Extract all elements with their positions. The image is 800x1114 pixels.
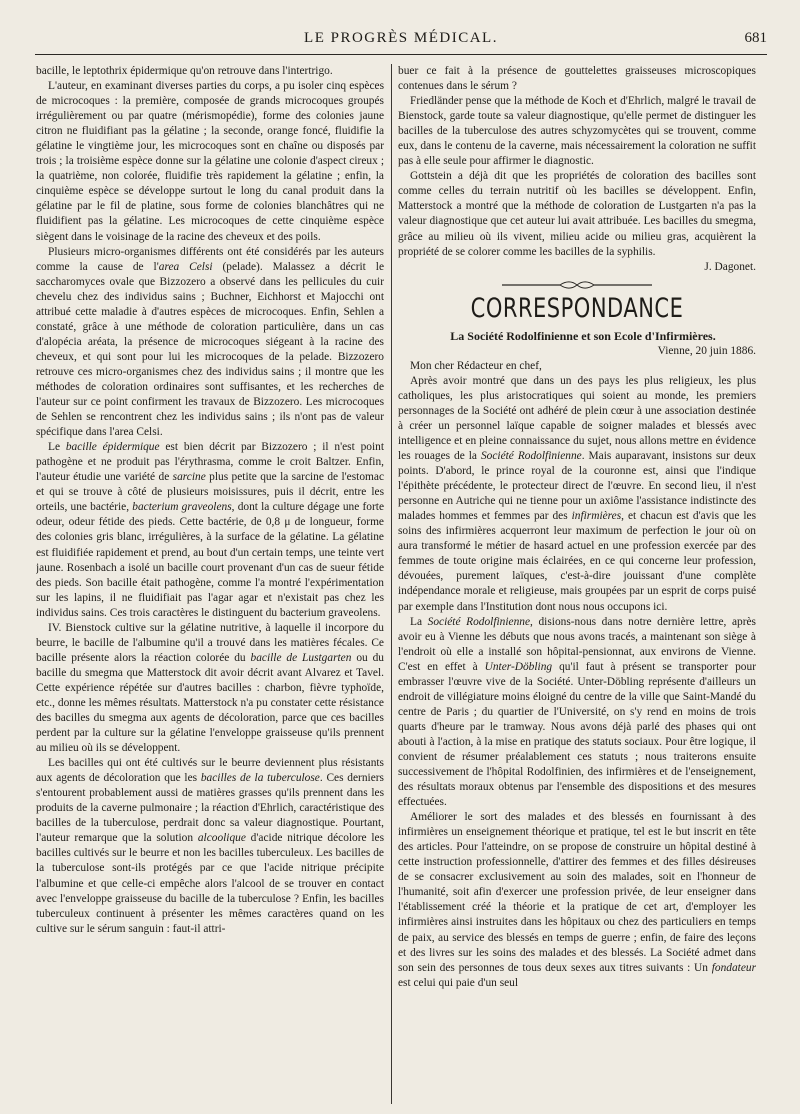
text-run: La bbox=[410, 615, 428, 628]
italic-term: fondateur bbox=[711, 961, 756, 974]
text-run: Après avoir montré que dans un des pays les plus religieux, les plus catholiques, les plus aristocratiques qui soient au monde, les premiers personnages de la Société ont adhéré de plein cœur à une association destinée à créer un personnel laïque capable de soigner malades et blessés avec intelligence et en pleine connaissance du sujet, nous allons mettre en évidence les rouages de la bbox=[398, 374, 756, 463]
left-column bbox=[36, 64, 384, 1104]
italic-term: bacille de Lustgarten bbox=[250, 651, 352, 664]
text-run: Plusieurs micro-organismes différents ont été considérés par les auteurs comme la cause de l' bbox=[36, 245, 384, 273]
text-run: ou du bacille du smegma que Matterstock dit avoir décrit avant Alvarez et Tavel. Cette expérience répétée sur d'autres bacilles : charbon, fièvre typhoïde, etc., donne les mêmes résultats. Matterstock n'a pu constater cette résistance des bacilles du smegma aux agents de décoloration, parce que ces bacilles perdent par la culture sur la gélatine l'enveloppe graisseuse qu'ils prennent au milieu où ils se développent. bbox=[36, 651, 384, 755]
right-column bbox=[398, 64, 756, 1104]
text-run: , et chacun est d'avis que les soins des infirmières acquerront leur maximum de perfection le jour où on aura transformé le métier de hasard actuel en une profession exercée par des femmes de toute origine mais éclairées, en ce qui concerne leur profession, dévouées, purement laïques, c'est-à-dire jouissant d'une complète indépendance morale et religieuse, mais groupées par un esprit de corps puisé par exemple dans l'Institution dont nous nous occupons ici. bbox=[398, 510, 756, 613]
page-number: 681 bbox=[744, 30, 767, 46]
paragraph bbox=[398, 810, 756, 991]
italic-term: sarcine bbox=[172, 471, 206, 484]
text-run: , dont la culture dégage une forte odeur, odeur fétide des pieds. Cette bactérie, de 0,8 μ de longueur, forme des colonies gris blanc, irrégulières, à la surface de la gélatine. La gélatine est fluidifiée rapidement et prend, au bout d'un certain temps, une teinte vert jaune. Rosenbach a isolé un bacille court provenant d'un cas de sueur fétide des pieds. Son bacille était pathogène, comme l'a montré l'expérimentation sur les lapins, il ne fluidifiait pas l'agar agar et n'existait pas chez les individus sains. Ces trois caractères le distinguent du bacterium graveolens. bbox=[36, 501, 384, 619]
author-signature: J. Dagonet. bbox=[704, 260, 756, 273]
italic-term: infirmières bbox=[571, 510, 622, 523]
italic-term: alcoolique bbox=[197, 832, 246, 845]
text-run: est celui qui paie d'un seul bbox=[398, 976, 519, 989]
text-run: qu'il faut à présent se transporter pour embrasser l'œuvre vive de la Société. Unter-Döbling représente d'ailleurs un endroit de villégiature moins éloigné du centre de la ville que Saint-Mandé du centre de Paris ; du quartier de l'Université, on s'y rend en moins de trois quarts d'heure par le tramway. Nous avons déjà parlé des phases qui ont abouti à l'action, à la mise en pratique des statuts sociaux. Pour être logique, il convient de résumer préalablement ces statuts ; nous traiterons ensuite successivement de l'hôpital Rodolfinien, des infirmières et de l'enseignement, des résultats moraux obtenus par l'ensemble des dispositions et des mesures effectuées. bbox=[398, 660, 756, 809]
italic-term: bacille épidermique bbox=[65, 441, 160, 454]
italic-term: area Celsi bbox=[158, 260, 213, 273]
text-run: d'acide nitrique décolore les bacilles cultivés sur le beurre et non les bacilles tuberculeux. Les bacilles de la tuberculose sont-ils protégés par ce que l'acide nitrique précipite l'albumine et que celle-ci empêche alors l'alcool de se trouver en contact avec l'enveloppe graisseuse du bacille de la tuberculose ? Enfin, les bacilles tuberculeux continuent à présenter les mêmes caractères quand on les cultive sur le sérum sanguin : faut-il attri- bbox=[36, 832, 384, 935]
text-run: Les bacilles qui ont été cultivés sur le beurre deviennent plus résistants aux agents de décoloration que les bbox=[36, 757, 384, 785]
ornamental-rule bbox=[502, 281, 652, 289]
page-header bbox=[35, 24, 767, 54]
paragraph bbox=[36, 621, 384, 756]
section-title: CORRESPONDANCE bbox=[470, 292, 684, 323]
header-rule bbox=[35, 54, 767, 55]
italic-term: bacilles de la tuberculose bbox=[200, 772, 320, 785]
text-run: , disions-nous dans notre dernière lettre, après avoir eu à Vienne les débuts que nous avons tracés, a maintenant son siège à l'endroit où elle a installé son hôpital-pensionnat, aux environs de Vienne. C'est en effet à bbox=[398, 615, 756, 673]
text-run: est bien décrit par Bizzozero ; il n'est point pathogène et ne produit pas l'érythrasma, comme le croit Baltzer. Enfin, l'auteur étudie une variété de bbox=[36, 441, 384, 484]
italic-term: bacterium graveolens bbox=[132, 501, 232, 514]
article-subtitle: La Société Rodolfinienne et son Ecole d'Infirmières. bbox=[450, 328, 716, 343]
paragraph: buer ce fait à la présence de gouttelettes graisseuses microscopiques contenues dans le sérum ? bbox=[398, 65, 756, 93]
text-run: Améliorer le sort des malades et des blessés en fournissant à des infirmières un enseignement théorique et pratique, tel est le but inscrit en tête des articles. Pour l'atteindre, on se propose de construire un hôpital destiné à cette instruction professionnelle, d'attirer des femmes et des filles désireuses de se consacrer exclusivement au soin des malades, soit en l'honneur de l'humanité, soit afin d'exercer une profession privée, de leur enseigner dans l'établissement créé la théorie et la pratique de cet art, d'employer les infirmières ainsi instruites dans les hôpitaux ou chez des particuliers en temps de paix, au service des blessés en temps de guerre ; enfin, de faire des leçons et des livres sur les soins des malades et des blessés. La Société admet dans son sein des personnes de tous deux sexes aux titres suivants : Un bbox=[398, 811, 756, 974]
paragraph: L'auteur, en examinant diverses parties du corps, a pu isoler cinq espèces de microcoques : la première, composée de grands microcoques groupés irrégulièrement ou par quatre (mérismopédie), forme des colonies jaune citron ne fluidifiant pas la gélatine ; la seconde, orange foncé, fluidifie la gélatine le vingtième jour, les microcoques sont en chaîne ou disposés par trois ; la troisième espèce donne sur la gélatine une colonie d'aspect cireux ; la quatrième, non colorée, fluidifie très rapidement la gélatine ; enfin, la cinquième espèce se développe surtout le long du canal produit dans la gélatine par le fil de platine, sous forme de colonies blanchâtres qui ne fluidifient pas la gélatine. Les microcoques de cette cinquième espèce siègent dans le voisinage de la racine des cheveux et des poils. bbox=[36, 80, 384, 243]
text-run: (pelade). Malassez a décrit le saccharomyces ovale que Bizzozero a observé dans les pellicules du cuir chevelu chez des individus sains ; Buchner, Eichhorst et Majocchi ont attribué cette maladie à d'autres espèces de microcoques. Enfin, Sehlen a constaté, grâce à une méthode de coloration particulière, dans un cas d'alopécia aréata, la présence de microcoques siégeant à la racine des cheveux, et qui sont pour lui les microcoques de la pelade. Bizzozero retrouve ces micro-organismes chez des individus sains ; il montre que les méthodes de coloration ordinaires sont suffisantes, et les recherches de l'auteur sur ce point confirment les travaux de Bizzozero. Les microcoques de Sehlen se rencontrent chez les individus sains ; ils n'ont pas de valeur spécifique dans l'area Celsi. bbox=[36, 260, 384, 439]
paragraph bbox=[36, 440, 384, 621]
dateline: Vienne, 20 juin 1886. bbox=[657, 344, 756, 357]
italic-term: Unter-Döbling bbox=[484, 660, 553, 673]
paragraph bbox=[36, 245, 384, 441]
column-divider bbox=[391, 64, 392, 1104]
journal-title: LE PROGRÈS MÉDICAL. bbox=[304, 30, 498, 46]
paragraph bbox=[398, 615, 756, 811]
text-run: IV. Bienstock cultive sur la gélatine nutritive, à laquelle il incorpore du beurre, le bacille de l'albumine qu'il a trouvé dans les matières fécales. Ce bacille présente alors la réaction colorée du bbox=[36, 621, 384, 664]
text-run: plus petite que la sarcine de l'estomac et qui se trouve à côté de plusieurs moisissures, puis il décrit, entre les orteils, une bactérie, bbox=[36, 471, 384, 514]
paragraph: Gottstein a déjà dit que les propriétés de coloration des bacilles sont comme celles du terrain nutritif où les bacilles se développent. Enfin, Matterstock a montré que la méthode de coloration de Lustgarten n'a pas la valeur diagnostique que cet auteur lui avait attribuée. Les bacilles du smegma, grâce au milieu où ils vivent, milieu acide ou milieu gras, acquièrent la propriété de se colorer comme les bacilles de la syphilis. bbox=[398, 170, 756, 258]
text-run: Le bbox=[48, 441, 66, 454]
italic-term: Société Rodolfinienne bbox=[480, 450, 582, 463]
paragraph: Friedländer pense que la méthode de Koch et d'Ehrlich, malgré le travail de Bienstock, garde toute sa valeur diagnostique, qu'elle permet de distinguer les bacilles de la tuberculose des autres schyzomycètes qui se trouvent, comme eux, dans le contenu de la caverne, mais nécessairement la coloration ne suffit pas à elle seule pour affirmer le diagnostic. bbox=[398, 95, 756, 168]
text-run: . Ces derniers s'entourent probablement aussi de matières grasses qu'ils prennent dans les produits de la caverne pulmonaire ; la réaction d'Ehrlich, caractéristique des bacilles de la tuberculose, perdrait donc sa valeur diagnostique. Pourtant, l'auteur remarque que la solution bbox=[36, 772, 384, 845]
paragraph: bacille, le leptothrix épidermique qu'on retrouve dans l'intertrigo. bbox=[36, 65, 333, 77]
italic-term: Société Rodolfinienne bbox=[427, 615, 531, 628]
text-run: . Mais auparavant, insistons sur deux points. D'abord, le prince royal de la couronne est, ainsi que l'indique l'épithète précédente, le protecteur direct de l'œuvre. En second lieu, il n'est personne en Autriche qui ne tienne pour un axiôme l'assistance indistincte des malades hommes et femmes par des bbox=[398, 450, 756, 523]
salutation: Mon cher Rédacteur en chef, bbox=[410, 359, 542, 372]
paragraph bbox=[398, 374, 756, 615]
paragraph bbox=[36, 756, 384, 937]
